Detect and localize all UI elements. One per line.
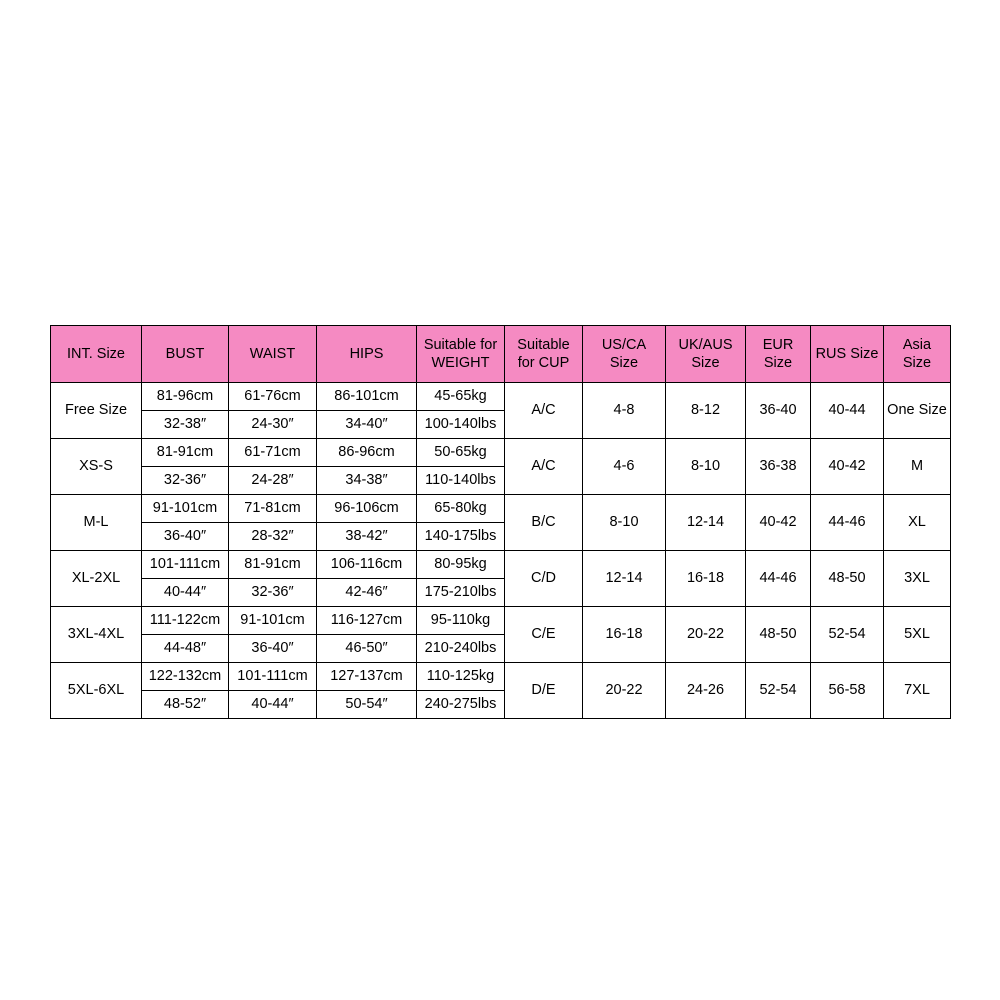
cell-us-ca: 4-6 <box>583 439 666 495</box>
column-header-weight <box>417 326 505 383</box>
cell-rus: 52-54 <box>811 607 884 663</box>
column-header-eur <box>746 326 811 383</box>
cell-eur: 36-40 <box>746 383 811 439</box>
cell-hips-in: 38-42″ <box>317 523 417 551</box>
cell-weight-kg: 80-95kg <box>417 551 505 579</box>
cell-bust-cm: 91-101cm <box>142 495 229 523</box>
cell-us-ca: 16-18 <box>583 607 666 663</box>
cell-rus: 40-44 <box>811 383 884 439</box>
cell-int-size: XS-S <box>51 439 142 495</box>
table-header-row <box>51 326 951 383</box>
cell-bust-in: 36-40″ <box>142 523 229 551</box>
cell-int-size: Free Size <box>51 383 142 439</box>
cell-hips-cm: 106-116cm <box>317 551 417 579</box>
column-header-weight-line1: Suitable for <box>423 336 498 353</box>
cell-asia: 7XL <box>884 663 951 719</box>
table-row <box>51 495 951 523</box>
cell-bust-in: 32-38″ <box>142 411 229 439</box>
column-header-asia-line2: Size <box>902 355 932 371</box>
column-header-eur-line2: Size <box>763 355 793 371</box>
cell-rus: 44-46 <box>811 495 884 551</box>
column-header-us-ca <box>583 326 666 383</box>
table-row <box>51 607 951 635</box>
column-header-bust: BUST <box>142 326 229 383</box>
cell-waist-cm: 61-76cm <box>229 383 317 411</box>
cell-bust-in: 32-36″ <box>142 467 229 495</box>
cell-eur: 52-54 <box>746 663 811 719</box>
size-chart-table <box>50 325 951 719</box>
cell-int-size: 3XL-4XL <box>51 607 142 663</box>
cell-waist-in: 40-44″ <box>229 691 317 719</box>
cell-uk-aus: 24-26 <box>666 663 746 719</box>
cell-waist-in: 24-28″ <box>229 467 317 495</box>
cell-us-ca: 8-10 <box>583 495 666 551</box>
cell-bust-in: 44-48″ <box>142 635 229 663</box>
cell-rus: 56-58 <box>811 663 884 719</box>
cell-waist-cm: 81-91cm <box>229 551 317 579</box>
column-header-us-ca-line2: Size <box>609 355 639 371</box>
cell-hips-cm: 86-96cm <box>317 439 417 467</box>
cell-hips-cm: 116-127cm <box>317 607 417 635</box>
table-row <box>51 439 951 467</box>
cell-weight-kg: 95-110kg <box>417 607 505 635</box>
cell-hips-in: 42-46″ <box>317 579 417 607</box>
cell-weight-lbs: 240-275lbs <box>417 691 505 719</box>
cell-uk-aus: 16-18 <box>666 551 746 607</box>
cell-waist-in: 36-40″ <box>229 635 317 663</box>
cell-waist-in: 24-30″ <box>229 411 317 439</box>
cell-hips-cm: 86-101cm <box>317 383 417 411</box>
cell-asia: 3XL <box>884 551 951 607</box>
cell-bust-in: 40-44″ <box>142 579 229 607</box>
cell-hips-in: 34-38″ <box>317 467 417 495</box>
cell-hips-cm: 127-137cm <box>317 663 417 691</box>
cell-asia: XL <box>884 495 951 551</box>
cell-uk-aus: 8-12 <box>666 383 746 439</box>
cell-cup: B/C <box>505 495 583 551</box>
cell-eur: 40-42 <box>746 495 811 551</box>
column-header-uk-aus-line2: Size <box>691 355 720 371</box>
cell-int-size: 5XL-6XL <box>51 663 142 719</box>
cell-us-ca: 12-14 <box>583 551 666 607</box>
cell-rus: 40-42 <box>811 439 884 495</box>
cell-hips-cm: 96-106cm <box>317 495 417 523</box>
cell-waist-cm: 71-81cm <box>229 495 317 523</box>
cell-eur: 48-50 <box>746 607 811 663</box>
table-row <box>51 383 951 411</box>
cell-weight-kg: 50-65kg <box>417 439 505 467</box>
table-row <box>51 551 951 579</box>
size-chart-container <box>50 325 950 719</box>
cell-waist-cm: 61-71cm <box>229 439 317 467</box>
cell-weight-kg: 45-65kg <box>417 383 505 411</box>
cell-waist-in: 32-36″ <box>229 579 317 607</box>
cell-waist-cm: 101-111cm <box>229 663 317 691</box>
cell-asia: 5XL <box>884 607 951 663</box>
cell-int-size: M-L <box>51 495 142 551</box>
cell-waist-cm: 91-101cm <box>229 607 317 635</box>
cell-weight-lbs: 110-140lbs <box>417 467 505 495</box>
cell-us-ca: 20-22 <box>583 663 666 719</box>
column-header-waist: WAIST <box>229 326 317 383</box>
cell-bust-cm: 111-122cm <box>142 607 229 635</box>
column-header-eur-line1: EUR <box>762 336 794 353</box>
column-header-int-size: INT. Size <box>51 326 142 383</box>
cell-bust-cm: 81-91cm <box>142 439 229 467</box>
cell-rus: 48-50 <box>811 551 884 607</box>
cell-eur: 36-38 <box>746 439 811 495</box>
cell-bust-cm: 101-111cm <box>142 551 229 579</box>
column-header-uk-aus <box>666 326 746 383</box>
cell-uk-aus: 20-22 <box>666 607 746 663</box>
column-header-hips: HIPS <box>317 326 417 383</box>
cell-bust-cm: 122-132cm <box>142 663 229 691</box>
column-header-rus: RUS Size <box>811 326 884 383</box>
cell-cup: D/E <box>505 663 583 719</box>
column-header-cup <box>505 326 583 383</box>
cell-asia: One Size <box>884 383 951 439</box>
table-row <box>51 663 951 691</box>
cell-us-ca: 4-8 <box>583 383 666 439</box>
cell-weight-kg: 110-125kg <box>417 663 505 691</box>
cell-bust-in: 48-52″ <box>142 691 229 719</box>
cell-hips-in: 34-40″ <box>317 411 417 439</box>
cell-cup: C/E <box>505 607 583 663</box>
cell-int-size: XL-2XL <box>51 551 142 607</box>
column-header-weight-line2: WEIGHT <box>431 355 490 371</box>
cell-eur: 44-46 <box>746 551 811 607</box>
cell-bust-cm: 81-96cm <box>142 383 229 411</box>
column-header-uk-aus-line1: UK/AUS <box>678 336 733 353</box>
cell-waist-in: 28-32″ <box>229 523 317 551</box>
column-header-asia-line1: Asia <box>902 336 932 353</box>
cell-hips-in: 46-50″ <box>317 635 417 663</box>
cell-weight-kg: 65-80kg <box>417 495 505 523</box>
column-header-us-ca-line1: US/CA <box>601 336 647 353</box>
cell-cup: C/D <box>505 551 583 607</box>
column-header-cup-line1: Suitable <box>517 336 570 353</box>
cell-asia: M <box>884 439 951 495</box>
cell-hips-in: 50-54″ <box>317 691 417 719</box>
cell-weight-lbs: 210-240lbs <box>417 635 505 663</box>
cell-cup: A/C <box>505 439 583 495</box>
cell-weight-lbs: 100-140lbs <box>417 411 505 439</box>
cell-uk-aus: 8-10 <box>666 439 746 495</box>
cell-weight-lbs: 140-175lbs <box>417 523 505 551</box>
cell-weight-lbs: 175-210lbs <box>417 579 505 607</box>
cell-uk-aus: 12-14 <box>666 495 746 551</box>
column-header-asia <box>884 326 951 383</box>
column-header-cup-line2: for CUP <box>517 355 570 371</box>
cell-cup: A/C <box>505 383 583 439</box>
